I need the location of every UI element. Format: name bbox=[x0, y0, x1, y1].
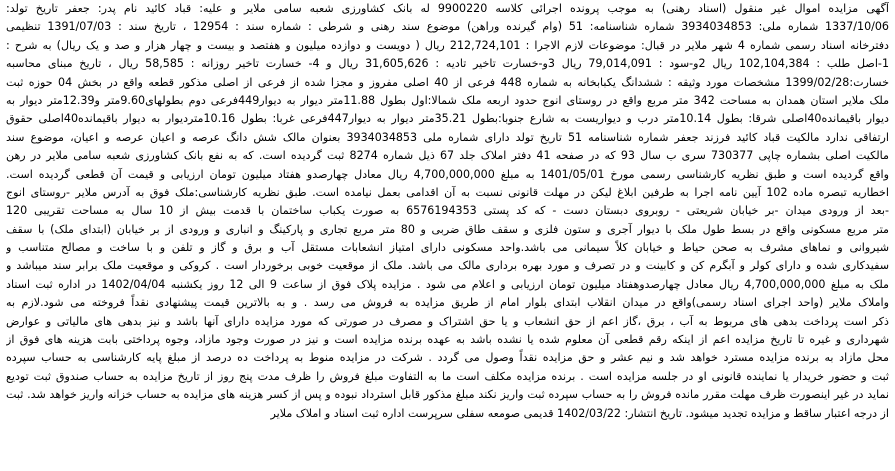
notice-line-20: محل مازاد به برنده مزایده مسترد خواهد شد و نیم عشر و حق مزایده نقداً وصول می گردد . شرکت در مزایده منوط به پرداخت ده درصد از مبلغ پایه کارشناسی به حساب سپرده bbox=[6, 351, 889, 365]
notice-line-4: 1-اصل طلب : 102,104,384 ریال 2و-سود : 79,014,091 ریال 3و-خسارت تاخیر تادیه : 31,605,626 ریال و 4- خسارت تاخیر روزانه : 58,585 ریال ، تاریخ مبنای محاسبه bbox=[6, 57, 889, 71]
notice-line-14: شیروانی و نماهای مشرف به صحن حیاط و خیابان کلاً سیمانی می باشد.واحد مسکونی دارای امتیاز انشعابات مستقل آب و برق و گاز و تلفن و با ساخت و مصالح متناسب و bbox=[6, 241, 889, 255]
notice-line-17: واملاک ملایر (واحد اجرای اسناد رسمی)واقع در میدان انقلاب ابتدای بلوار امام از طریق مزایده به فروش می رسد . و به بالاترین قیمت پیشنهادی نقداً فروخته می شود.لازم به bbox=[6, 296, 889, 310]
notice-line-8: ارتفاقی ندارد مالکیت قباد کائید فرزند جعفر شماره شناسنامه 51 تاریخ تولد دارای شماره ملی 3934034853 بعنوان مالک شش دانگ عرصه و اعیان عرصه و اعیان، موضوع سند bbox=[6, 130, 889, 144]
notice-line-19: شهرداری و غیره تا تاریخ مزایده اعم از اینکه رقم قطعی آن معلوم شده یا نشده باشد به عهده برنده مزایده است و نیز در صورت وجود مازاد، وجوه پرداختی بابت هزینه های فوق از bbox=[6, 333, 889, 347]
notice-line-11: اخطاریه تبصره ماده 102 آیین نامه اجرا به طرفین ابلاغ لیکن در مهلت قانونی نسبت به آن اقدامی بعمل نیامده است. طبق نظریه کارشناسی:ملک فوق به آدرس ملایر -روستای انوج bbox=[6, 185, 889, 199]
notice-line-22: نماید در غیر اینصورت ظرف مهلت مقرر مانده فروش را به حساب سپرده ثبت واریز نکند مبلغ مذکور قابل استرداد نبوده و پس از کسر هزینه های مزایده به حساب خزانه واریز خواهد شد. ثبت bbox=[6, 388, 889, 402]
notice-line-13: متر مربع مسکونی واقع در بسط طول ملک با دیوار آجری و ستون فلزی و سقف طاق ضربی و 80 متر مربع تجاری و پارکینگ و انباری و ورودی از بر خیابان (ابتدای ملک) با سقف bbox=[6, 222, 889, 236]
notice-line-15: سفیدکاری شده و دارای کولر و آبگرم کن و کابینت و در تصرف و مورد بهره برداری مالک می باشد. ملک از موقعیت خوبی برخوردار است . کروکی و موقعیت ملک برابر سند میباشد و bbox=[6, 259, 889, 273]
notice-line-9: مالکیت اصلی بشماره چاپی 730377 سری ب سال 93 که در صفحه 41 دفتر املاک جلد 67 ذیل شماره 8274 ثبت گردیده است. که به نفع بانک کشاورزی شعبه سامی ملایر در رهن bbox=[6, 149, 889, 163]
notice-line-7: دیوار باقیمانده40اصلی شرقا: بطول 10.14متر درب و دیواریست به شارع جنوبا:بطول 35.21متر دیوار به دیوار447فرعی غربا: بطول 10.16متردیوار به دیوار باقیمانده40اصلی حقوق bbox=[6, 112, 889, 126]
notice-line-3: دفترخانه اسناد رسمی شماره 4 شهر ملایر در قبال: موضوعات لازم الاجرا : 212,724,101 ریال ( دویست و دوازده میلیون و هفتصد و بیست و چهار هزار و صد و یک ریال) به شرح : bbox=[6, 38, 889, 52]
notice-line-1: آگهی مزایده اموال غیر منقول (اسناد رهنی) به موجب پرونده اجرائی کلاسه 9900220 له بانک کشاورزی شعبه سامی ملایر و علیه: قباد کائید نام پدر: جعفر تاریخ تولد: bbox=[6, 2, 889, 15]
notice-line-18: ذکر است پرداخت بدهی های مربوط به آب ، برق ،گاز اعم از حق انشعاب و یا حق اشتراک و مصرف در صورتی که مورد مزایده دارای آنها باشد و نیز بدهی های مالیاتی و عوارض bbox=[6, 314, 889, 328]
notice-line-21: ثبت و حضور خریدار یا نماینده قانونی او در جلسه مزایده است . برنده مزایده مکلف است ما به التفاوت مبلغ فروش را ظرف مدت پنج روز از تاریخ مزایده به حساب صندوق ثبت تودیع bbox=[6, 369, 889, 383]
notice-line-12: -بعد از ورودی میدان -بر خیابان شریعتی - روبروی دبستان دست - که کد پستی 6576194353 به صورت یکباب ساختمان با قدمت بیش از 10 سال به مساحت تقریبی 120 bbox=[6, 204, 889, 218]
notice-line-10: واقع گردیده است و طبق نظریه کارشناسی رسمی مورخ 1401/05/01 به مبلغ 4,700,000,000 ریال معادل چهارصدو هفتاد میلیون تومان ارزیابی و قیمت آن قطعی گردیده است. bbox=[6, 167, 889, 181]
notice-line-16: ملک به مبلغ 4,700,000,000 ریال معادل چهارصدوهفتاد میلیون تومان ارزیابی و اعلام می شود . مزایده پلاک فوق از ساعت 9 الی 12 روز یکشنبه 1402/04/04 در اداره ثبت اسناد bbox=[6, 277, 889, 291]
notice-line-2: 1337/10/06 شماره ملی: 3934034853 شماره شناسنامه: 51 (وام گیرنده وراهن) موضوع سند رهنی و شرطی : شماره سند : 12954 ، تاریخ سند : 1391/07/03 تنظیمی bbox=[6, 20, 889, 34]
notice-line-5: خسارت:1399/02/28 مشخصات مورد وثیقه : ششدانگ یکبابخانه به شماره 448 فرعی از 40 اصلی مفروز و مجزا شده از فرعی از اصلی مذکور قطعه واقع در بخش 04 حوزه ثبت bbox=[6, 75, 889, 89]
notice-text-block bbox=[6, 0, 889, 423]
notice-line-6: ملک ملایر استان همدان به مساحت 342 متر مربع واقع در روستای انوج حدود اربعه ملک شمالا:اول بطول 11.88متر دیوار به دیوار449فرعی دوم بطولهای9.60متر و12.39متر دیوار به bbox=[6, 93, 889, 107]
notice-line-23: از درجه اعتبار ساقط و مزایده تجدید میشود. تاریخ انتشار: 1402/03/22 قدیمی صومعه سفلی سرپرست اداره ثبت اسناد و املاک ملایر bbox=[270, 406, 889, 420]
